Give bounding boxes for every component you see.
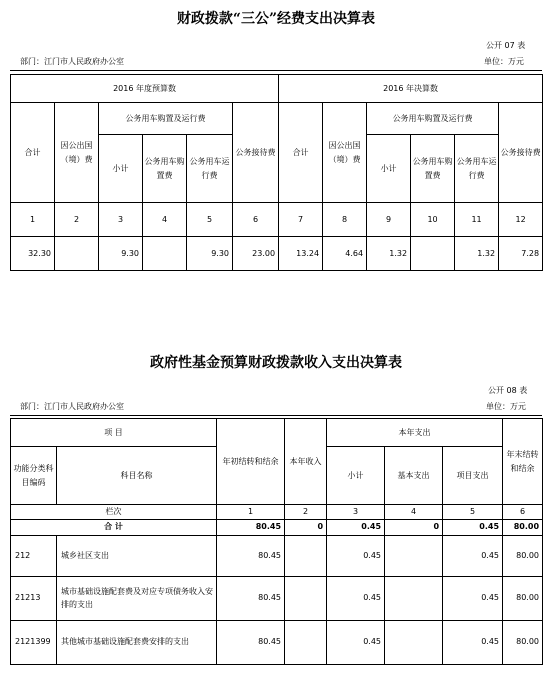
table-row xyxy=(11,535,543,576)
value-cell: 4.64 xyxy=(323,237,367,271)
row-value: 0.45 xyxy=(443,620,503,664)
row-code: 21213 xyxy=(11,576,57,620)
value-cell: 13.24 xyxy=(279,237,323,271)
budget-total-header: 合计 xyxy=(11,103,55,203)
expense-group-header: 本年支出 xyxy=(327,419,503,447)
row-value xyxy=(285,535,327,576)
value-cell: 23.00 xyxy=(233,237,279,271)
seq-number: 2 xyxy=(285,505,327,520)
total-value: 80.00 xyxy=(503,519,543,535)
row-value xyxy=(385,620,443,664)
table-row xyxy=(11,576,543,620)
row-value: 0.45 xyxy=(327,576,385,620)
col-number: 5 xyxy=(187,203,233,237)
report2-form-no: 公开 08 表 xyxy=(488,386,528,395)
budget-abroad-header: 因公出国（境）费 xyxy=(55,103,99,203)
row-name: 其他城市基础设施配套费安排的支出 xyxy=(57,620,217,664)
total-value: 0 xyxy=(385,519,443,535)
seq-label: 栏次 xyxy=(11,505,217,520)
final-abroad-header: 因公出国（境）费 xyxy=(323,103,367,203)
value-cell xyxy=(55,237,99,271)
report1-department: 部门：江门市人民政府办公室 xyxy=(20,57,124,66)
final-reception-header: 公务接待费 xyxy=(499,103,543,203)
col-number: 1 xyxy=(11,203,55,237)
report2-department: 部门：江门市人民政府办公室 xyxy=(20,402,124,411)
col-number: 6 xyxy=(233,203,279,237)
table-row xyxy=(11,620,543,664)
report1-title: 财政拨款“三公”经费支出决算表 xyxy=(176,11,376,27)
row-value: 0.45 xyxy=(327,620,385,664)
total-value: 0.45 xyxy=(327,519,385,535)
seq-number: 5 xyxy=(443,505,503,520)
seq-number: 3 xyxy=(327,505,385,520)
name-header: 科目名称 xyxy=(57,447,217,505)
row-value: 0.45 xyxy=(443,576,503,620)
col-number: 12 xyxy=(499,203,543,237)
report1-unit: 单位：万元 xyxy=(484,57,524,66)
begin-balance-header: 年初结转和结余 xyxy=(217,419,285,505)
col-number: 2 xyxy=(55,203,99,237)
report1-top-rule xyxy=(10,70,542,71)
row-value: 80.45 xyxy=(217,576,285,620)
row-value: 80.00 xyxy=(503,535,543,576)
basic-expense-header: 基本支出 xyxy=(385,447,443,505)
expense-subtotal-header: 小计 xyxy=(327,447,385,505)
code-header: 功能分类科目编码 xyxy=(11,447,57,505)
total-value: 0 xyxy=(285,519,327,535)
final-vehicle-group-header: 公务用车购置及运行费 xyxy=(367,103,499,135)
total-label: 合 计 xyxy=(11,519,217,535)
row-name: 城乡社区支出 xyxy=(57,535,217,576)
value-cell: 32.30 xyxy=(11,237,55,271)
value-cell: 9.30 xyxy=(99,237,143,271)
final-operation-header: 公务用车运行费 xyxy=(455,135,499,203)
row-value: 0.45 xyxy=(327,535,385,576)
final-header: 2016 年决算数 xyxy=(279,75,543,103)
seq-number: 6 xyxy=(503,505,543,520)
value-cell: 1.32 xyxy=(455,237,499,271)
final-purchase-header: 公务用车购置费 xyxy=(411,135,455,203)
budget-operation-header: 公务用车运行费 xyxy=(187,135,233,203)
total-value: 0.45 xyxy=(443,519,503,535)
budget-reception-header: 公务接待费 xyxy=(233,103,279,203)
report1-form-no: 公开 07 表 xyxy=(486,41,526,50)
seq-number: 1 xyxy=(217,505,285,520)
value-cell xyxy=(143,237,187,271)
item-header: 项 目 xyxy=(11,419,217,447)
income-header: 本年收入 xyxy=(285,419,327,505)
col-number: 3 xyxy=(99,203,143,237)
col-number: 7 xyxy=(279,203,323,237)
row-value xyxy=(285,620,327,664)
budget-purchase-header: 公务用车购置费 xyxy=(143,135,187,203)
budget-subtotal-header: 小计 xyxy=(99,135,143,203)
col-number: 11 xyxy=(455,203,499,237)
row-value: 80.45 xyxy=(217,620,285,664)
total-value: 80.45 xyxy=(217,519,285,535)
row-name: 城市基础设施配套费及对应专项债务收入安排的支出 xyxy=(57,576,217,620)
row-value: 80.00 xyxy=(503,576,543,620)
col-number: 4 xyxy=(143,203,187,237)
budget-header: 2016 年度预算数 xyxy=(11,75,279,103)
row-value: 80.45 xyxy=(217,535,285,576)
row-value xyxy=(385,576,443,620)
budget-vehicle-group-header: 公务用车购置及运行费 xyxy=(99,103,233,135)
report2-unit: 单位：万元 xyxy=(486,402,526,411)
row-value xyxy=(385,535,443,576)
row-code: 212 xyxy=(11,535,57,576)
value-cell: 1.32 xyxy=(367,237,411,271)
end-balance-header: 年末结转和结余 xyxy=(503,419,543,505)
value-cell: 9.30 xyxy=(187,237,233,271)
col-number: 9 xyxy=(367,203,411,237)
row-code: 2121399 xyxy=(11,620,57,664)
value-cell: 7.28 xyxy=(499,237,543,271)
final-subtotal-header: 小计 xyxy=(367,135,411,203)
final-total-header: 合计 xyxy=(279,103,323,203)
report2-top-rule xyxy=(10,415,542,416)
government-fund-table xyxy=(10,418,543,665)
project-expense-header: 项目支出 xyxy=(443,447,503,505)
col-number: 10 xyxy=(411,203,455,237)
value-cell xyxy=(411,237,455,271)
three-public-expense-table xyxy=(10,74,543,271)
row-value: 80.00 xyxy=(503,620,543,664)
seq-number: 4 xyxy=(385,505,443,520)
report2-title: 政府性基金预算财政拨款收入支出决算表 xyxy=(150,355,402,371)
row-value: 0.45 xyxy=(443,535,503,576)
col-number: 8 xyxy=(323,203,367,237)
row-value xyxy=(285,576,327,620)
